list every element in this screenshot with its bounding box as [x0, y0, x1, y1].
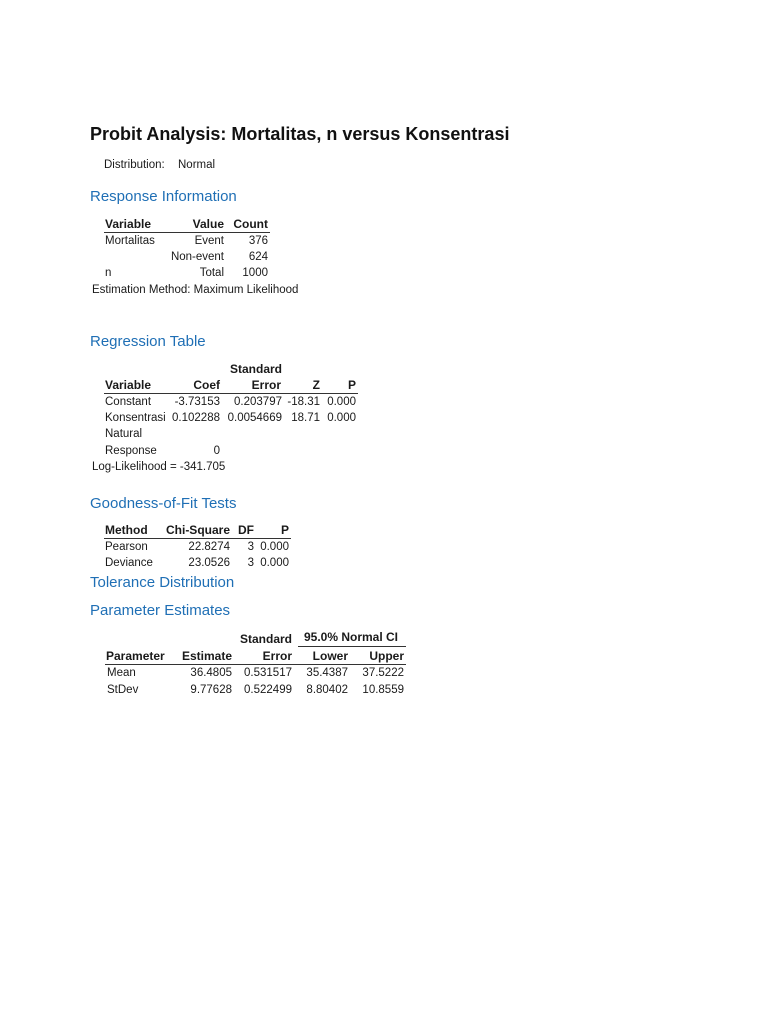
cell-parameter: Mean [107, 667, 136, 679]
header-rule [104, 538, 291, 539]
distribution-label: Distribution: [104, 159, 165, 171]
cell-z: -18.31 [287, 396, 320, 408]
cell-error: 0.531517 [244, 667, 292, 679]
parameter-estimates-heading: Parameter Estimates [90, 602, 231, 619]
col-header-chi-square: Chi-Square [165, 523, 230, 537]
col-header-variable: Variable [105, 217, 152, 231]
cell-coef: -3.73153 [174, 396, 220, 408]
cell-coef: 0.102288 [172, 412, 220, 424]
cell-upper: 37.5222 [362, 667, 404, 679]
cell-df: 3 [247, 557, 254, 569]
cell-variable: Konsentrasi [105, 412, 166, 424]
standard-label: Standard [229, 362, 282, 376]
cell-value: Total [199, 267, 224, 279]
col-header-count: Count [233, 217, 268, 231]
col-header-p: P [280, 523, 289, 537]
header-rule [104, 232, 270, 233]
cell-value: Non-event [170, 251, 224, 263]
log-likelihood: Log-Likelihood = -341.705 [92, 461, 226, 473]
ci-label: 95.0% Normal CI [303, 630, 399, 644]
tolerance-heading: Tolerance Distribution [90, 574, 235, 591]
cell-error: 0.203797 [234, 396, 282, 408]
cell-p: 0.000 [260, 541, 289, 553]
estimation-method: Estimation Method: Maximum Likelihood [92, 284, 299, 296]
regression-heading: Regression Table [90, 333, 206, 350]
cell-value: Event [194, 235, 224, 247]
col-header-z: Z [312, 378, 320, 392]
distribution-value: Normal [178, 159, 216, 171]
response-info-heading: Response Information [90, 188, 237, 205]
cell-method: Deviance [105, 557, 153, 569]
col-header-variable: Variable [105, 378, 152, 392]
cell-method: Pearson [105, 541, 148, 553]
goodness-of-fit-heading: Goodness-of-Fit Tests [90, 495, 237, 512]
cell-z: 18.71 [291, 412, 320, 424]
cell-chi-square: 22.8274 [188, 541, 230, 553]
ci-rule [298, 646, 406, 647]
cell-p: 0.000 [327, 412, 356, 424]
cell-count: 376 [248, 235, 268, 247]
col-header-df: DF [238, 523, 254, 537]
cell-upper: 10.8559 [362, 684, 404, 696]
col-header-method: Method [105, 523, 148, 537]
cell-count: 624 [248, 251, 268, 263]
cell-estimate: 9.77628 [190, 684, 232, 696]
col-header-p: P [347, 378, 356, 392]
cell-error: 0.522499 [244, 684, 292, 696]
cell-p: 0.000 [260, 557, 289, 569]
cell-variable: Mortalitas [105, 235, 155, 247]
standard-label: Standard [239, 632, 292, 646]
cell-variable: Response [105, 445, 157, 457]
col-header-upper: Upper [369, 649, 404, 663]
cell-estimate: 36.4805 [190, 667, 232, 679]
cell-lower: 35.4387 [306, 667, 348, 679]
col-header-coef: Coef [193, 378, 220, 392]
header-rule [104, 393, 358, 394]
cell-p: 0.000 [327, 396, 356, 408]
cell-error: 0.0054669 [227, 412, 282, 424]
cell-count: 1000 [242, 267, 268, 279]
header-rule [105, 664, 406, 665]
cell-coef: 0 [213, 445, 220, 457]
col-header-estimate: Estimate [181, 649, 232, 663]
cell-df: 3 [247, 541, 254, 553]
col-header-error: Error [262, 649, 292, 663]
cell-variable: n [105, 267, 112, 279]
col-header-parameter: Parameter [106, 649, 165, 663]
cell-parameter: StDev [107, 684, 139, 696]
cell-lower: 8.80402 [306, 684, 348, 696]
col-header-value: Value [192, 217, 224, 231]
col-header-error: Error [251, 378, 281, 392]
page-title: Probit Analysis: Mortalitas, n versus Konsentrasi [90, 124, 510, 144]
cell-variable: Constant [105, 396, 152, 408]
cell-variable: Natural [105, 428, 143, 440]
cell-chi-square: 23.0526 [188, 557, 230, 569]
col-header-lower: Lower [312, 649, 348, 663]
